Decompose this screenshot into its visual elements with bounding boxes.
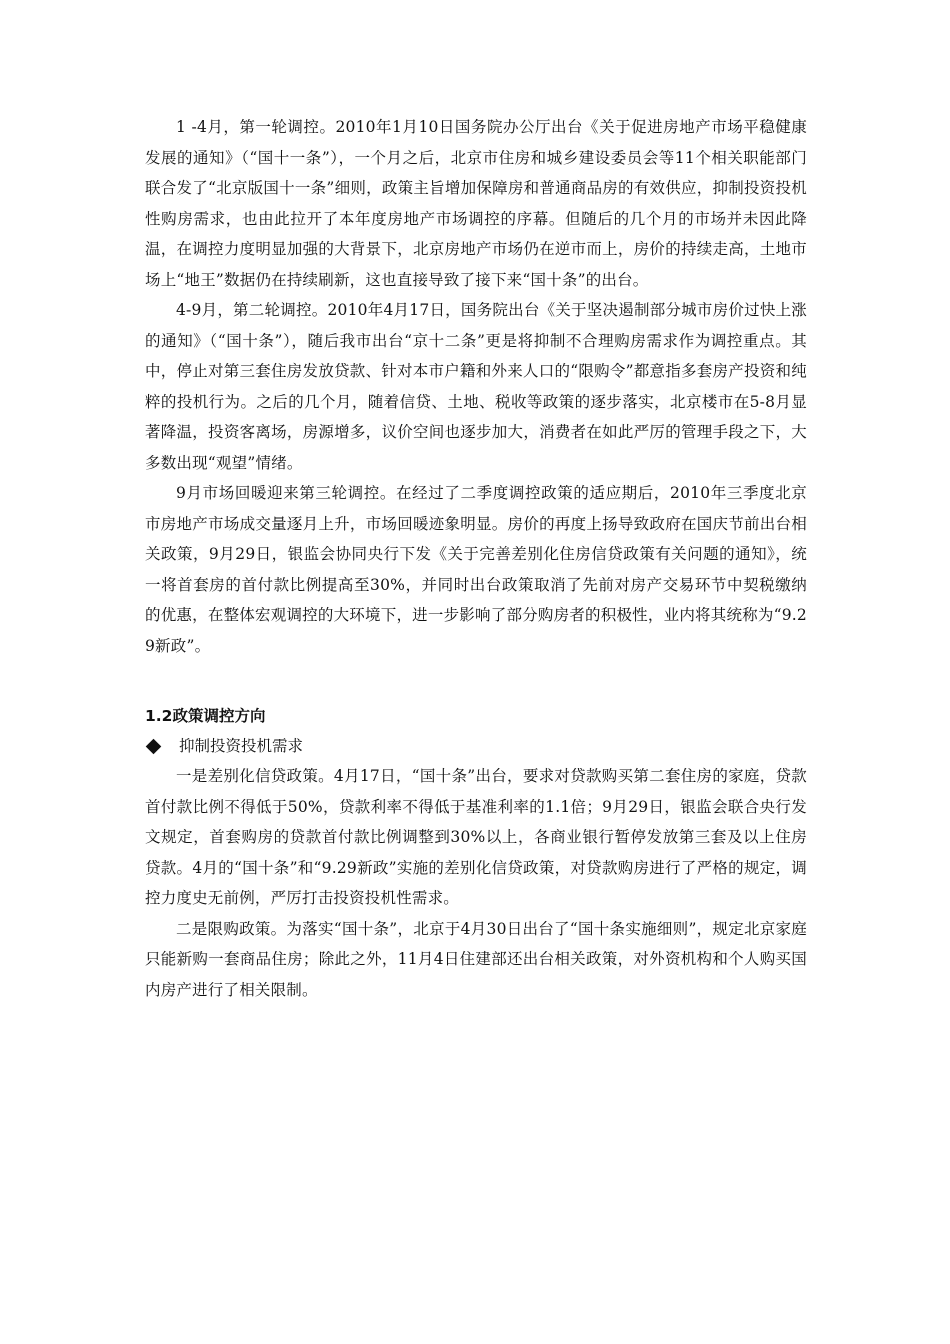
paragraph-round-one: 1 -4月，第一轮调控。2010年1月10日国务院办公厅出台《关于促进房地产市场平稳健康发展的通知》（“国十一条”），一个月之后，北京市住房和城乡建设委员会等11个相关职能部门联合发了“北京版国十一条”细则，政策主旨增加保障房和普通商品房的有效供应，抑制投资投机性购房需求，也由此拉开了本年度房地产市场调控的序幕。但随后的几个月的市场并未因此降温，在调控力度明显加强的大背景下，北京房地产市场仍在逆市而上，房价的持续走高，土地市场上“地王”数据仍在持续刷新，这也直接导致了接下来“国十条”的出台。	[145, 118, 807, 289]
bullet-item-label: 抑制投资投机需求	[179, 737, 304, 755]
bullet-item	[145, 731, 807, 761]
paragraph-purchase-restriction: 二是限购政策。为落实“国十条”，北京于4月30日出台了“国十条实施细则”，规定北京家庭只能新购一套商品住房；除此之外，11月4日住建部还出台相关政策，对外资机构和个人购买国内房产进行了相关限制。	[145, 919, 807, 999]
paragraph-round-three: 9月市场回暖迎来第三轮调控。在经过了二季度调控政策的适应期后，2010年三季度北京市房地产市场成交量逐月上升，市场回暖迹象明显。房价的再度上扬导致政府在国庆节前出台相关政策，9月29日，银监会协同央行下发《关于完善差别化住房信贷政策有关问题的通知》，统一将首套房的首付款比例提高至30%，并同时出台政策取消了先前对房产交易环节中契税缴纳的优惠，在整体宏观调控的大环境下，进一步影响了部分购房者的积极性，业内将其统称为“9.29新政”。	[145, 484, 807, 655]
document-body	[145, 112, 807, 1005]
paragraph-credit-policy: 一是差别化信贷政策。4月17日，“国十条”出台，要求对贷款购买第二套住房的家庭，贷款首付款比例不得低于50%，贷款利率不得低于基准利率的1.1倍；9月29日，银监会联合央行发文规定，首套购房的贷款首付款比例调整到30%以上，各商业银行暂停发放第三套及以上住房贷款。4月的“国十条”和“9.29新政”实施的差别化信贷政策，对贷款购房进行了严格的规定，调控力度史无前例，严厉打击投资投机性需求。	[145, 767, 807, 907]
diamond-bullet-icon	[146, 738, 162, 754]
paragraph-round-two: 4-9月，第二轮调控。2010年4月17日，国务院出台《关于坚决遏制部分城市房价过快上涨的通知》（“国十条”），随后我市出台“京十二条”更是将抑制不合理购房需求作为调控重点。其中，停止对第三套住房发放贷款、针对本市户籍和外来人口的“限购令”都意指多套房产投资和纯粹的投机行为。之后的几个月，随着信贷、土地、税收等政策的逐步落实，北京楼市在5-8月显著降温，投资客离场，房源增多，议价空间也逐步加大，消费者在如此严厉的管理手段之下，大多数出现“观望”情绪。	[145, 301, 807, 472]
section-heading: 1.2政策调控方向	[145, 707, 266, 725]
